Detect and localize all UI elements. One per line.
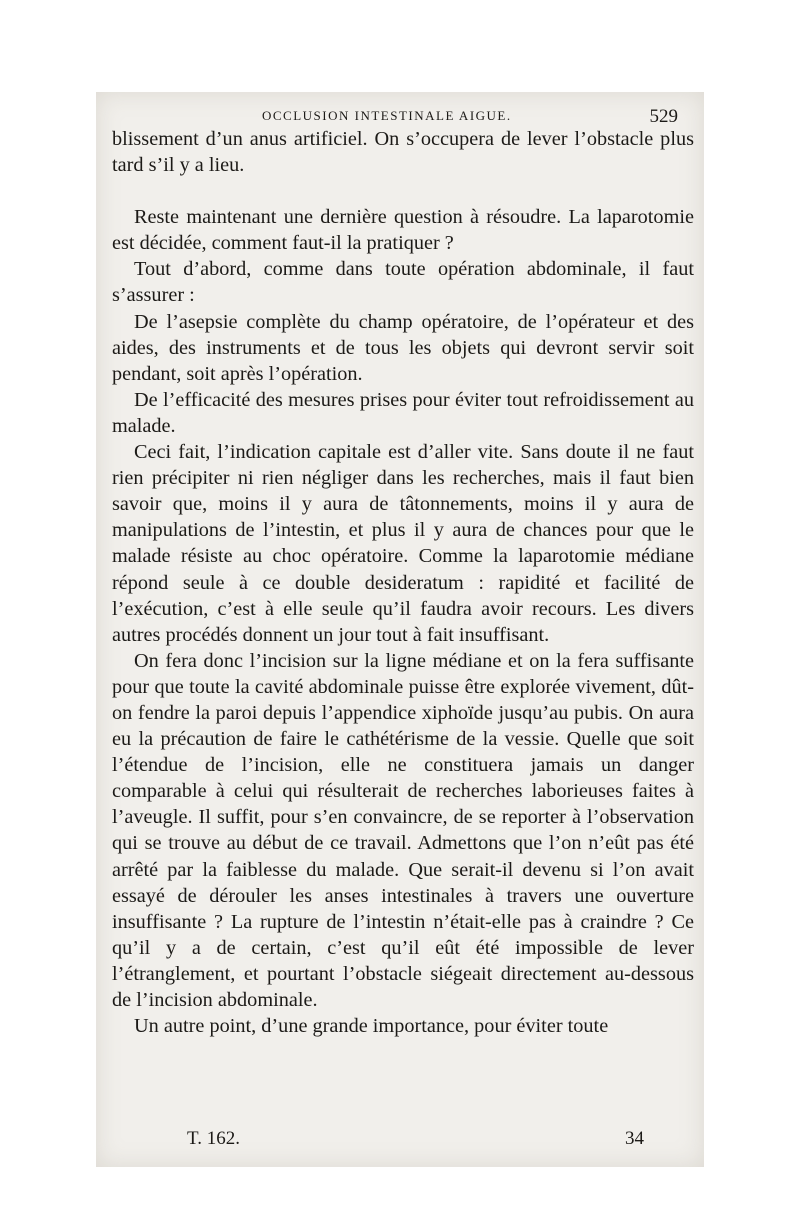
paragraph: Ceci fait, l’indication capitale est d’aller vite. Sans doute il ne faut rien précipiter ni rien négliger dans les recherches, mais il faut bien savoir que, moins il y aura de tâtonnements, moins il y aura de manipulations de l’intestin, et plus il y aura de chances pour que le malade résiste au choc opératoire. Comme la laparotomie médiane répond seule à ce double desideratum : rapidité et facilité de l’exécution, c’est à elle seule qu’il faudra avoir recours. Les divers autres procédés donnent un jour tout à fait insuffisant. — [112, 441, 694, 646]
body-text — [112, 126, 694, 1039]
paragraph: Un autre point, d’une grande importance, pour éviter toute — [134, 1015, 609, 1038]
signature-mark: T. 162. — [187, 1128, 240, 1149]
running-title: OCCLUSION INTESTINALE AIGUE. — [262, 108, 512, 123]
paragraph: Reste maintenant une dernière question à résoudre. La laparotomie est décidée, comment faut-il la pratiquer ? — [112, 206, 694, 255]
paragraph-spacer — [112, 178, 694, 204]
sheet-number: 34 — [625, 1128, 644, 1149]
paragraph-continuation: blissement d’un anus artificiel. On s’occupera de lever l’obstacle plus tard s’il y a lieu. — [112, 128, 694, 177]
page-number: 529 — [649, 106, 678, 127]
paragraph: De l’asepsie complète du champ opératoire, de l’opérateur et des aides, des instruments et de tous les objets qui devront servir soit pendant, soit après l’opération. — [112, 310, 694, 385]
paragraph: On fera donc l’incision sur la ligne médiane et on la fera suffisante pour que toute la cavité abdominale puisse être explorée vivement, dût-on fendre la paroi depuis l’appendice xiphoïde jusqu’au pubis. On aura eu la précaution de faire le cathétérisme de la vessie. Quelle que soit l’étendue de l’incision, elle ne constituera jamais un danger comparable à celui qui résulterait de recherches laborieuses faites à l’aveugle. Il suffit, pour s’en convaincre, de se reporter à l’observation qui se trouve au début de ce travail. Admettons que l’on n’eût pas été arrêté par la faiblesse du malade. Que serait-il devenu si l’on avait essayé de dérouler les anses intestinales à travers une ouverture insuffisante ? La rupture de l’intestin n’était-elle pas à craindre ? Ce qu’il y a de certain, c’est qu’il eût été impossible de lever l’étranglement, et pourtant l’obstacle siégeait directement au-dessous de l’incision abdominale. — [112, 649, 694, 1011]
paragraph: Tout d’abord, comme dans toute opération abdominale, il faut s’assurer : — [112, 258, 694, 307]
page-footer — [112, 1128, 696, 1152]
paragraph: De l’efficacité des mesures prises pour éviter tout refroidissement au malade. — [112, 388, 694, 437]
